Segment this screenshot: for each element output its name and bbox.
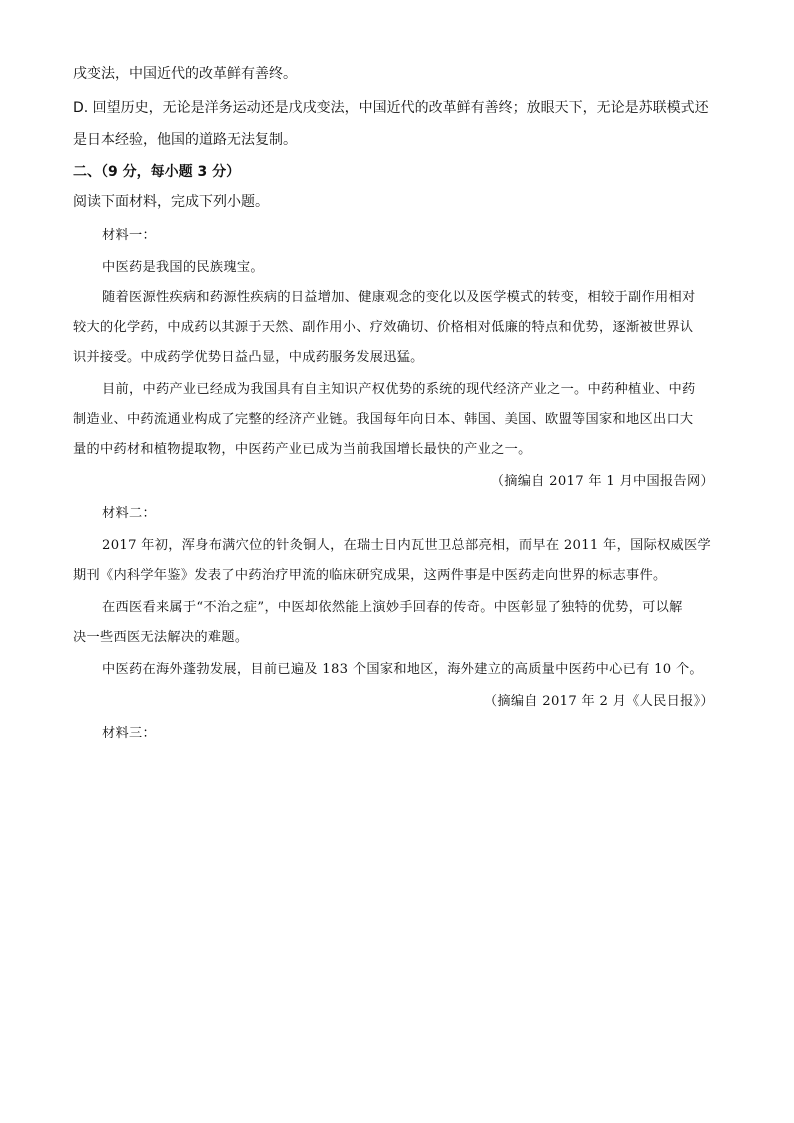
- material-one-paragraph-1: 中医药是我国的民族瑰宝。: [102, 260, 264, 275]
- section-two-heading: 二、（9 分，每小题 3 分）: [73, 164, 241, 180]
- section-two-instruction: 阅读下面材料，完成下列小题。: [73, 194, 269, 210]
- material-two-source: （摘编自 2017 年 2 月《人民日报》）: [483, 694, 714, 709]
- material-one-label: 材料一：: [102, 228, 156, 243]
- paragraph-line: 期刊《内科学年鉴》发表了中药治疗甲流的临床研究成果，这两件事是中医药走向世界的标志事件。: [73, 568, 667, 583]
- paragraph-line: 制造业、中药流通业构成了完整的经济产业链。我国每年向日本、韩国、美国、欧盟等国家和地区出口大: [73, 412, 694, 427]
- material-one-source: （摘编自 2017 年 1 月中国报告网）: [490, 474, 714, 489]
- paragraph-line: 2017 年初，浑身布满穴位的针灸铜人，在瑞士日内瓦世卫总部亮相，而早在 2011 年，国际权威医学: [102, 538, 712, 553]
- paragraph-line: 较大的化学药，中成药以其源于天然、副作用小、疗效确切、价格相对低廉的特点和优势，逐渐被世界认: [73, 320, 694, 335]
- option-c-tail: 戌变法，中国近代的改革鲜有善终。: [73, 66, 297, 82]
- paragraph-line: 识并接受。中成药学优势日益凸显，中成药服务发展迅猛。: [73, 350, 424, 365]
- paragraph-line: 在西医看来属于“不治之症”，中医却依然能上演妙手回春的传奇。中医彰显了独特的优势，可以解: [102, 600, 683, 615]
- material-two-paragraph-3: 中医药在海外蓬勃发展，目前已遍及 183 个国家和地区，海外建立的高质量中医药中心已有 10 个。: [102, 662, 703, 677]
- option-d-line-2: 是日本经验，他国的道路无法复制。: [73, 132, 297, 148]
- paragraph-line: 决一些西医无法解决的难题。: [73, 630, 249, 645]
- material-two-label: 材料二：: [102, 506, 156, 521]
- paragraph-line: 随着医源性疾病和药源性疾病的日益增加、健康观念的变化以及医学模式的转变，相较于副作用相对: [102, 290, 696, 305]
- paragraph-line: 目前，中药产业已经成为我国具有自主知识产权优势的系统的现代经济产业之一。中药种植业、中药: [102, 382, 696, 397]
- option-d-line-1: D. 回望历史，无论是洋务运动还是戊戌变法，中国近代的改革鲜有善终；放眼天下，无论是苏联模式还: [73, 100, 709, 116]
- paragraph-line: 量的中药材和植物提取物，中医药产业已成为当前我国增长最快的产业之一。: [73, 442, 532, 457]
- material-three-label: 材料三：: [102, 726, 156, 741]
